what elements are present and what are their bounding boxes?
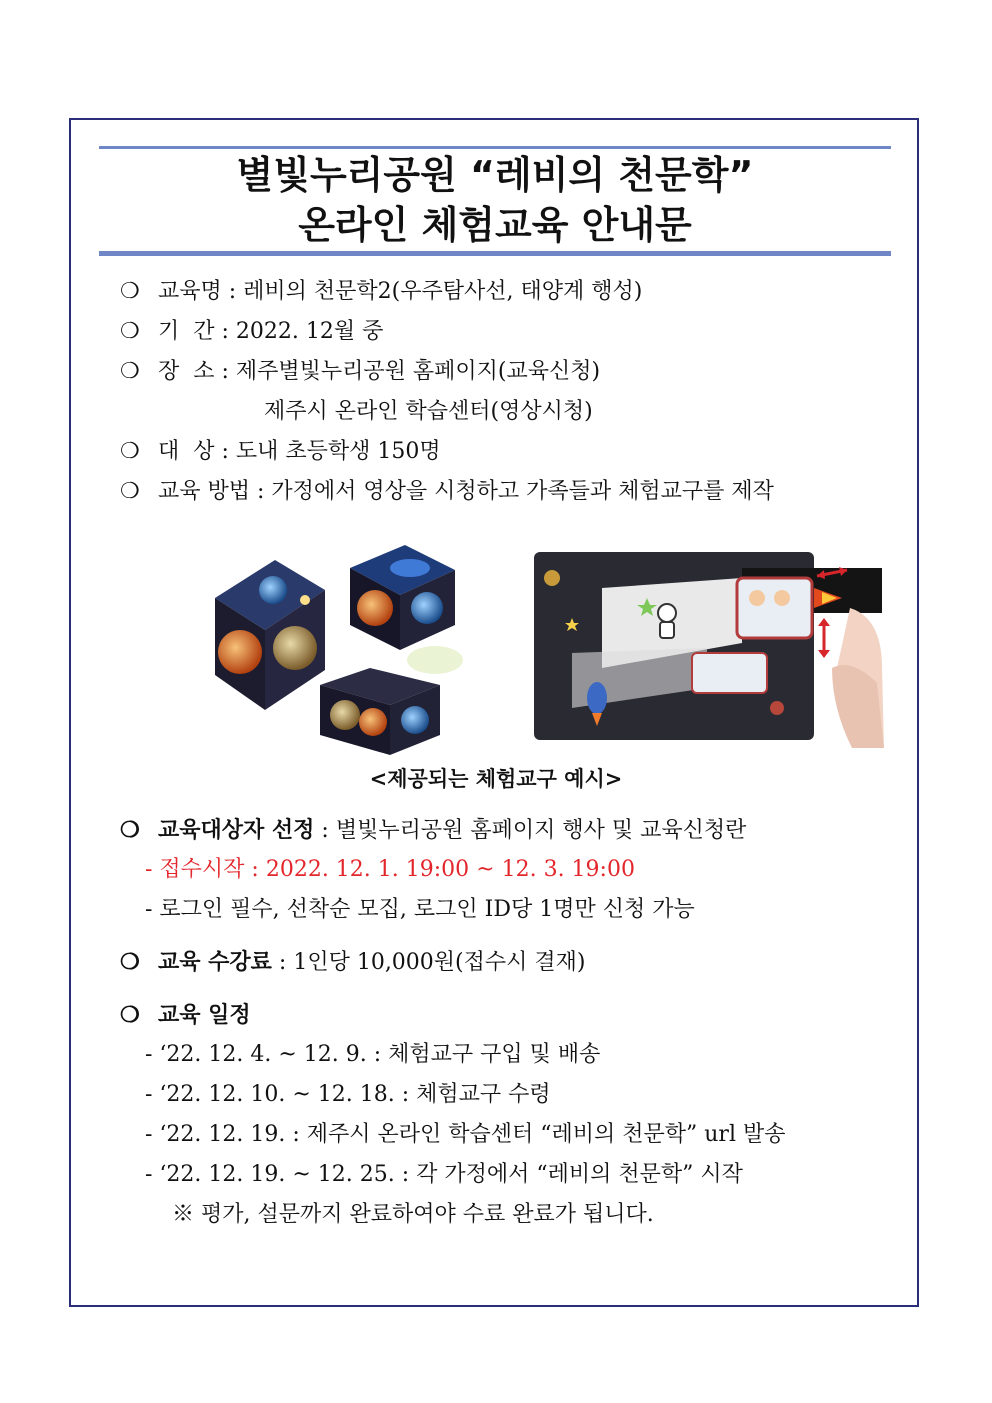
info-label: 교육명 [158,279,222,304]
fee-label: 교육 수강료 [158,949,272,975]
info-row-target: ❍ 대 상 : 도내 초등학생 150명 [120,437,441,467]
cube-kit-illustration [205,540,470,760]
selection-row: ❍ 교육대상자 선정 : 별빛누리공원 홈페이지 행사 및 교육신청란 [120,817,747,843]
schedule-item: - ‘22. 12. 10. ~ 12. 18. : 체험교구 수령 [145,1082,551,1107]
cube-small-top [350,545,455,650]
circle-bullet-icon: ❍ [120,949,140,975]
schedule-note: ※ 평가, 설문까지 완료하여야 수료 완료가 됩니다. [172,1202,654,1227]
info-value: 레비의 천문학2(우주탐사선, 태양계 행성) [243,279,643,304]
title-top-rule [99,146,891,149]
selection-item-registration: - 접수시작 : 2022. 12. 1. 19:00 ~ 12. 3. 19:00 [145,857,635,882]
info-value: 제주별빛누리공원 홈페이지(교육신청) [235,359,601,384]
schedule-item: - ‘22. 12. 19. ~ 12. 25. : 각 가정에서 “레비의 천문학” 시작 [145,1162,743,1187]
circle-bullet-icon: ❍ [120,319,140,344]
info-value: 도내 초등학생 150명 [235,439,441,464]
info-row-place-cont [264,397,593,427]
schedule-item: - ‘22. 12. 19. : 제주시 온라인 학습센터 “레비의 천문학” url 발송 [145,1122,786,1147]
arrow-vertical-icon [818,618,830,658]
info-label: 교육 방법 [158,479,251,504]
fee-value: 1인당 10,000원(접수시 결재) [293,950,586,975]
image-caption: <제공되는 체험교구 예시> [369,766,623,791]
info-row-name: ❍ 교육명 : 레비의 천문학2(우주탐사선, 태양계 행성) [120,277,642,307]
title-line-1: 별빛누리공원 “레비의 천문학” [236,153,754,197]
fee-row: ❍ 교육 수강료 : 1인당 10,000원(접수시 결재) [120,949,586,975]
info-value: 제주시 온라인 학습센터(영상시청) [264,399,593,424]
schedule-row [120,1000,251,1031]
schedule-item: - ‘22. 12. 4. ~ 12. 9. : 체험교구 구입 및 배송 [145,1042,601,1067]
cube-row-bottom [320,668,440,755]
rocket-board-illustration [532,548,884,748]
title-bottom-rule [99,251,891,256]
info-label: 장 소 [158,359,215,384]
circle-bullet-icon: ❍ [120,479,140,504]
circle-bullet-icon: ❍ [120,279,140,304]
info-label: 기 간 [158,319,215,344]
selection-label: 교육대상자 선정 [158,817,315,843]
circle-bullet-icon: ❍ [120,439,140,464]
info-row-period: ❍ 기 간 : 2022. 12월 중 [120,317,383,347]
title-line-2: 온라인 체험교육 안내문 [298,203,692,247]
circle-bullet-icon: ❍ [120,1002,140,1028]
schedule-label: 교육 일정 [158,1002,251,1028]
circle-bullet-icon: ❍ [120,817,140,843]
info-row-method: ❍ 교육 방법 : 가정에서 영상을 시청하고 가족들과 체험교구를 제작 [120,477,774,507]
info-row-place: ❍ 장 소 : 제주별빛누리공원 홈페이지(교육신청) [120,357,600,387]
circle-bullet-icon: ❍ [120,359,140,384]
info-value: 2022. 12월 중 [235,319,384,344]
info-value: 가정에서 영상을 시청하고 가족들과 체험교구를 제작 [271,479,774,504]
page-title [99,150,891,250]
selection-item-login: - 로그인 필수, 선착순 모집, 로그인 ID당 1명만 신청 가능 [145,897,695,922]
info-label: 대 상 [158,439,215,464]
selection-value: 별빛누리공원 홈페이지 행사 및 교육신청란 [335,818,747,843]
cube-large [215,560,325,710]
